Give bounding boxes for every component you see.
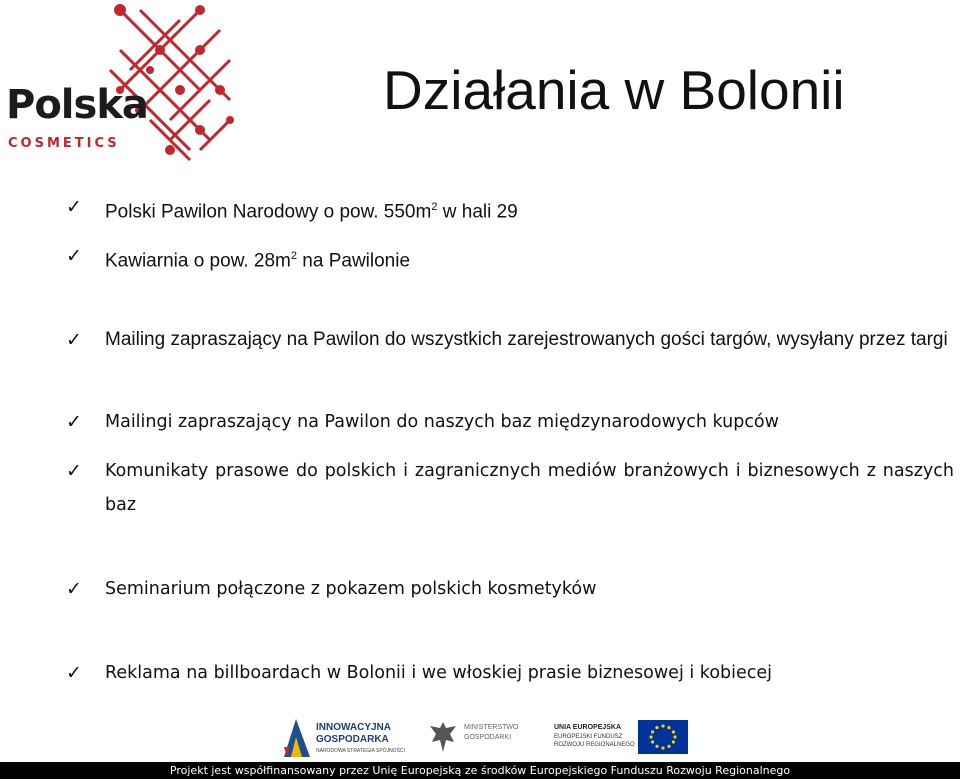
footer-logos — [0, 712, 960, 762]
slide-title: Działania w Bolonii — [383, 59, 845, 121]
checkmark-icon: ✓ — [66, 245, 82, 267]
ig-emblem-icon — [282, 717, 312, 759]
ig-line1: INNOWACYJNA — [316, 722, 392, 733]
bullet-text: Mailingi zapraszający na Pawilon do naszych baz międzynarodowych kupców — [105, 412, 779, 432]
min-line2: GOSPODARKI — [464, 734, 512, 741]
checkmark-icon: ✓ — [66, 411, 82, 433]
bullet-text: Mailing zapraszający na Pawilon do wszystkich zarejestrowanych gości targów, wysyłany przez targi — [105, 329, 948, 350]
logo-subtitle: COSMETICS — [8, 136, 120, 151]
eu-flag-icon — [638, 720, 688, 754]
checkmark-icon: ✓ — [66, 329, 82, 351]
eagle-emblem-icon — [428, 720, 458, 756]
ministerstwo-gospodarki-logo — [428, 712, 528, 762]
checkmark-icon: ✓ — [66, 196, 82, 218]
checkmark-icon: ✓ — [66, 662, 82, 684]
checkmark-icon: ✓ — [66, 460, 82, 482]
innowacyjna-gospodarka-logo — [282, 712, 412, 762]
checkmark-icon: ✓ — [66, 578, 82, 600]
bullet-text: Seminarium połączone z pokazem polskich kosmetyków — [105, 579, 597, 599]
ig-line2: GOSPODARKA — [316, 734, 389, 745]
footer-funding-note: Projekt jest współfinansowany przez Unię Europejską ze środków Europejskiego Funduszu Rozwoju Regionalnego — [0, 762, 960, 779]
polska-cosmetics-logo — [0, 0, 240, 170]
bullet-text: Komunikaty prasowe do polskich i zagranicznych mediów branżowych i biznesowych z naszych baz — [105, 461, 954, 515]
bullet-text: Reklama na billboardach w Bolonii i we włoskiej prasie biznesowej i kobiecej — [105, 663, 773, 683]
ue-line1: UNIA EUROPEJSKA — [554, 724, 622, 731]
ue-line3: ROZWOJU REGIONALNEGO — [554, 742, 635, 748]
min-line1: MINISTERSTWO — [464, 724, 519, 731]
bullet-text: Polski Pawilon Narodowy o pow. $550m^2$ w hali 29 — [105, 201, 518, 223]
logo-wordmark: Polska — [6, 82, 148, 128]
bullet-text: Kawiarnia o pow. $28m^2$ na Pawilonie — [105, 250, 411, 272]
ue-line2: EUROPEJSKI FUNDUSZ — [554, 734, 623, 740]
ig-line3: NARODOWA STRATEGIA SPÓJNOŚCI — [316, 748, 405, 754]
unia-europejska-logo — [554, 712, 694, 762]
